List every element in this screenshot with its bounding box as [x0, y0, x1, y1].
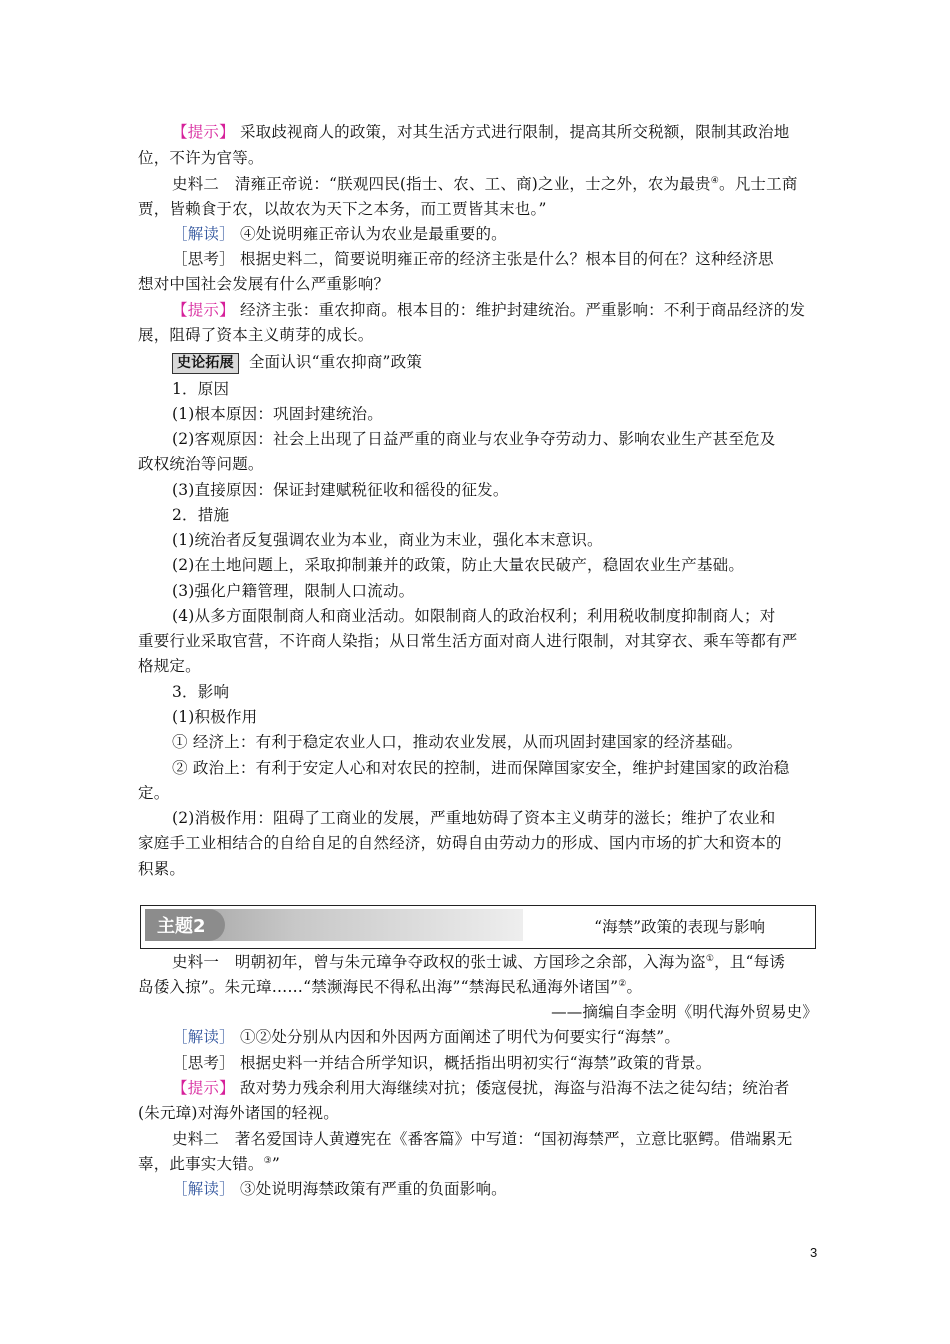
list-item-cont: 格规定。: [138, 657, 201, 675]
source-label: 史料一: [172, 953, 220, 971]
extension-tag: 史论拓展: [172, 353, 239, 374]
footnote-marker: ②: [618, 978, 627, 989]
theme-label-bar: [145, 909, 523, 941]
section-heading: 2．措施: [172, 506, 230, 524]
section-heading: 3．影响: [172, 683, 230, 701]
think-paragraph-cont: 想对中国社会发展有什么严重影响？: [138, 275, 390, 293]
think-text: 根据史料二，简要说明雍正帝的经济主张是什么？根本目的何在？这种经济思: [239, 250, 774, 268]
reading-tag: ［解读］: [172, 1180, 235, 1198]
list-item: (2)客观原因：社会上出现了日益严重的商业与农业争夺劳动力、影响农业生产甚至危及: [172, 430, 776, 448]
list-item: (3)强化户籍管理，限制人口流动。: [172, 582, 415, 600]
list-item: (4)从多方面限制商人和商业活动。如限制商人的政治权利；利用税收制度抑制商人；对: [172, 607, 776, 625]
source-paragraph-cont: [138, 975, 818, 999]
section-heading: 1．原因: [172, 380, 230, 398]
hint-text: 采取歧视商人的政策，对其生活方式进行限制，提高其所交税额，限制其政治地: [239, 123, 790, 141]
think-text: 根据史料一并结合所学知识，概括指出明初实行“海禁”政策的背景。: [239, 1054, 712, 1072]
hint-tag: 【提示】: [172, 301, 235, 319]
hint-paragraph-1: [172, 120, 852, 144]
hint-text: 敌对势力残余利用大海继续对抗；倭寇侵扰，海盗与沿海不法之徒勾结；统治者: [239, 1079, 790, 1097]
hint-paragraph-3: [172, 1076, 852, 1100]
list-item: ① 经济上：有利于稳定农业人口，推动农业发展，从而巩固封建国家的经济基础。: [172, 733, 743, 751]
think-paragraph: [172, 247, 852, 271]
hint-text: 经济主张：重农抑商。根本目的：维护封建统治。严重影响：不利于商品经济的发: [239, 301, 806, 319]
reading-text: ③处说明海禁政策有严重的负面影响。: [239, 1180, 507, 1198]
source-text: 。凡士工商: [719, 175, 798, 193]
list-item: (1)统治者反复强调农业为本业，商业为末业，强化本末意识。: [172, 531, 603, 549]
source-text: ，且“每诱: [714, 953, 786, 971]
think-tag: ［思考］: [172, 250, 235, 268]
list-item: (2)在土地问题上，采取抑制兼并的政策，防止大量农民破产，稳固农业生产基础。: [172, 556, 745, 574]
hint-tag: 【提示】: [172, 1079, 235, 1097]
list-item: ② 政治上：有利于安定人心和对农民的控制，进而保障国家安全，维护封建国家的政治稳: [172, 759, 790, 777]
list-item: (2)消极作用：阻碍了工商业的发展，严重地妨碍了资本主义萌芽的滋长；维护了农业和: [172, 809, 776, 827]
source-paragraph-cont: 贾，皆赖食于农，以故农为天下之本务，而工贾皆其末也。”: [138, 200, 547, 218]
source-paragraph: [172, 172, 852, 196]
theme-title: “海禁”政策的表现与影响: [594, 918, 765, 936]
page-number: 3: [810, 1245, 818, 1260]
list-item-cont: 重要行业采取官营，不许商人染指；从日常生活方面对商人进行限制，对其穿衣、乘车等都有严: [138, 632, 798, 650]
source-paragraph-cont: [138, 1152, 818, 1176]
list-item: (1)积极作用: [172, 708, 258, 726]
source-text: 明朝初年，曾与朱元璋争夺政权的张士诚、方国珍之余部，入海为盗: [234, 953, 706, 971]
reading-tag: ［解读］: [172, 1028, 235, 1046]
source-text: 著名爱国诗人黄遵宪在《番客篇》中写道：“国初海禁严，立意比驱鳄。借端累无: [234, 1130, 793, 1148]
think-paragraph: [172, 1051, 852, 1075]
list-item-cont: 定。: [138, 784, 170, 802]
theme-banner: [140, 905, 816, 949]
reading-text: ①②处分别从内因和外因两方面阐述了明代为何要实行“海禁”。: [239, 1028, 681, 1046]
reading-paragraph: [172, 1025, 852, 1049]
source-label: 史料二: [172, 175, 220, 193]
list-item-cont: 政权统治等问题。: [138, 455, 264, 473]
list-item: (3)直接原因：保证封建赋税征收和徭役的征发。: [172, 481, 509, 499]
footnote-marker: ④: [710, 175, 720, 186]
citation: ——摘编自李金明《明代海外贸易史》: [551, 1003, 818, 1021]
reading-paragraph: [172, 222, 852, 246]
hint-paragraph-2-cont: 展，阻碍了资本主义萌芽的成长。: [138, 326, 374, 344]
hint-paragraph-2: [172, 298, 852, 322]
list-item-cont: 家庭手工业相结合的自给自足的自然经济，妨碍自由劳动力的形成、国内市场的扩大和资本的: [138, 834, 782, 852]
extension-title: 全面认识“重农抑商”政策: [248, 353, 423, 371]
source-text: 辜，此事实大错。: [138, 1155, 264, 1173]
footnote-marker: ①: [705, 953, 715, 964]
reading-paragraph: [172, 1177, 852, 1201]
hint-tag: 【提示】: [172, 123, 235, 141]
hint-paragraph-3-cont: (朱元璋)对海外诸国的轻视。: [138, 1104, 339, 1122]
source-paragraph: [172, 1127, 852, 1151]
hint-paragraph-1-cont: 位，不许为官等。: [138, 149, 264, 167]
reading-tag: ［解读］: [172, 225, 235, 243]
extension-heading: [172, 350, 852, 374]
theme-label: 主题2: [157, 916, 206, 937]
source-text: ”: [271, 1155, 281, 1173]
list-item: (1)根本原因：巩固封建统治。: [172, 405, 383, 423]
think-tag: ［思考］: [172, 1054, 235, 1072]
source-label: 史料二: [172, 1130, 220, 1148]
source-text: 清雍正帝说：“朕观四民(指士、农、工、商)之业，士之外，农为最贵: [234, 175, 711, 193]
source-paragraph: [172, 950, 852, 974]
reading-text: ④处说明雍正帝认为农业是最重要的。: [239, 225, 507, 243]
source-text: 。: [626, 978, 643, 996]
footnote-marker: ③: [263, 1155, 272, 1166]
source-text: 岛倭入掠”。朱元璋……“禁濒海民不得私出海”“禁海民私通海外诸国”: [138, 978, 619, 996]
list-item-cont: 积累。: [138, 860, 186, 878]
